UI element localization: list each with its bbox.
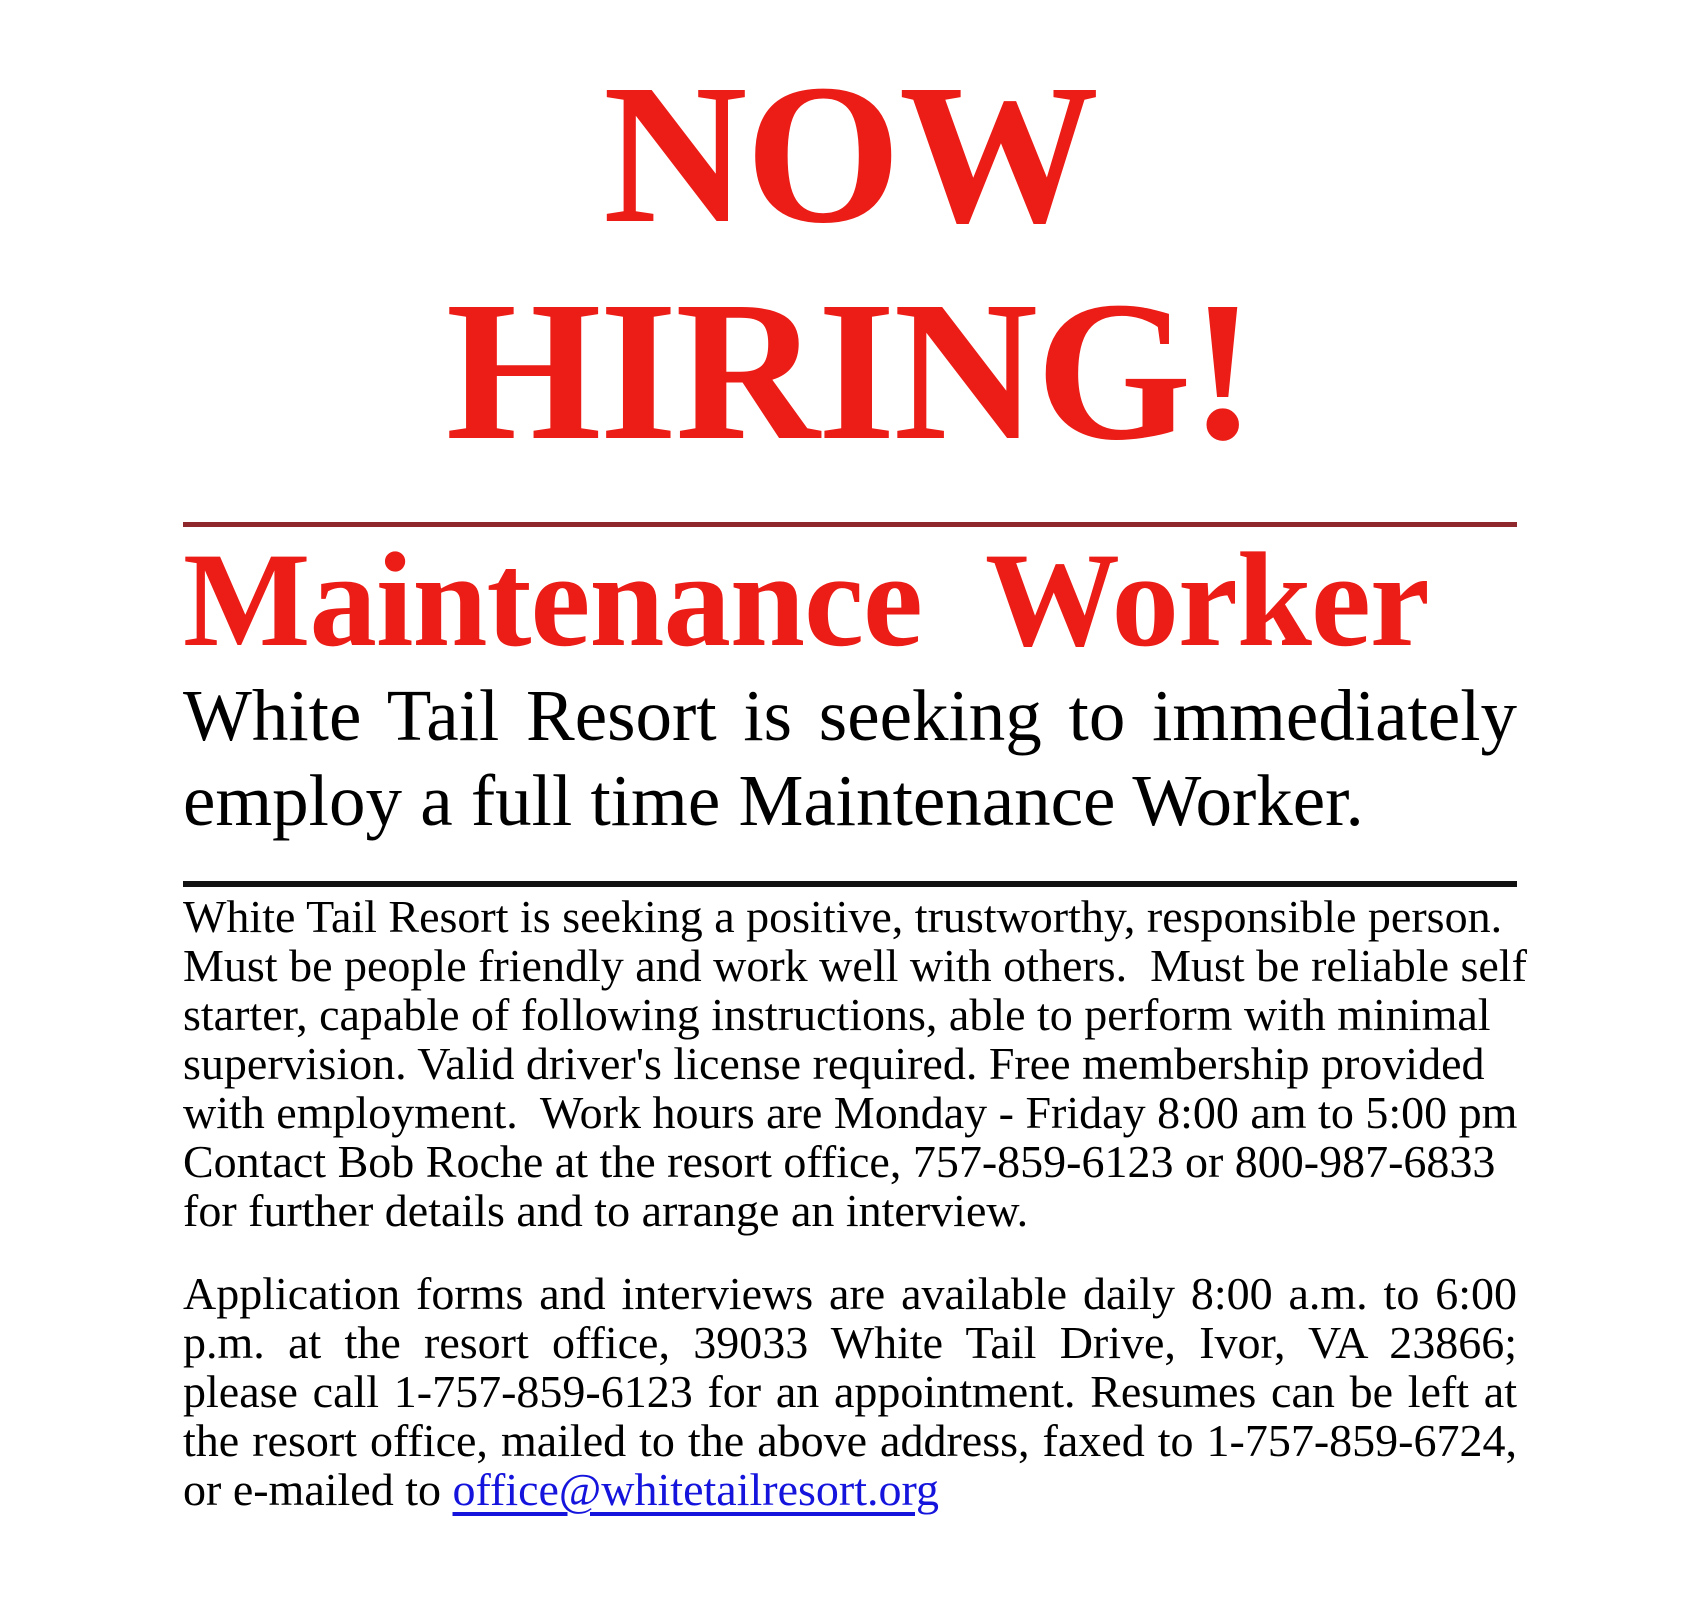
details-line: White Tail Resort is seeking a positive, trustworthy, responsible person.: [183, 891, 1503, 942]
application-line: p.m. at the resort office, 39033 White Tail Drive, Ivor, VA 23866;: [183, 1317, 1517, 1368]
intro-paragraph: [183, 673, 1517, 843]
details-line: Contact Bob Roche at the resort office, 757-859-6123 or 800-987-6833: [183, 1136, 1496, 1187]
application-paragraph: [183, 1269, 1517, 1514]
details-line: supervision. Valid driver's license required. Free membership provided: [183, 1038, 1485, 1089]
application-line: Application forms and interviews are available daily 8:00 a.m. to 6:00: [183, 1268, 1517, 1319]
flyer-content: [183, 44, 1527, 1515]
application-last-line: [183, 1465, 1517, 1514]
email-prefix-text: or e-mailed to: [183, 1464, 453, 1515]
details-line: Must be people friendly and work well with others. Must be reliable self: [183, 940, 1527, 991]
details-line: for further details and to arrange an interview.: [183, 1185, 1029, 1236]
headline: [183, 46, 1517, 480]
intro-line: employ a full time Maintenance Worker.: [183, 760, 1364, 841]
intro-line: White Tail Resort is seeking to immediately: [183, 675, 1517, 756]
headline-line-2: HIRING!: [445, 261, 1255, 482]
details-paragraph: [183, 891, 1527, 1236]
black-divider: [183, 881, 1517, 887]
details-line: starter, capable of following instructions, able to perform with minimal: [183, 989, 1491, 1040]
application-line: the resort office, mailed to the above address, faxed to 1-757-859-6724,: [183, 1415, 1517, 1466]
email-link[interactable]: office@whitetailresort.org: [452, 1464, 939, 1515]
details-line: with employment. Work hours are Monday - Friday 8:00 am to 5:00 pm: [183, 1087, 1518, 1138]
headline-line-1: NOW: [603, 44, 1097, 265]
job-title: Maintenance Worker: [183, 526, 1429, 675]
application-line: please call 1-757-859-6123 for an appointment. Resumes can be left at: [183, 1366, 1517, 1417]
